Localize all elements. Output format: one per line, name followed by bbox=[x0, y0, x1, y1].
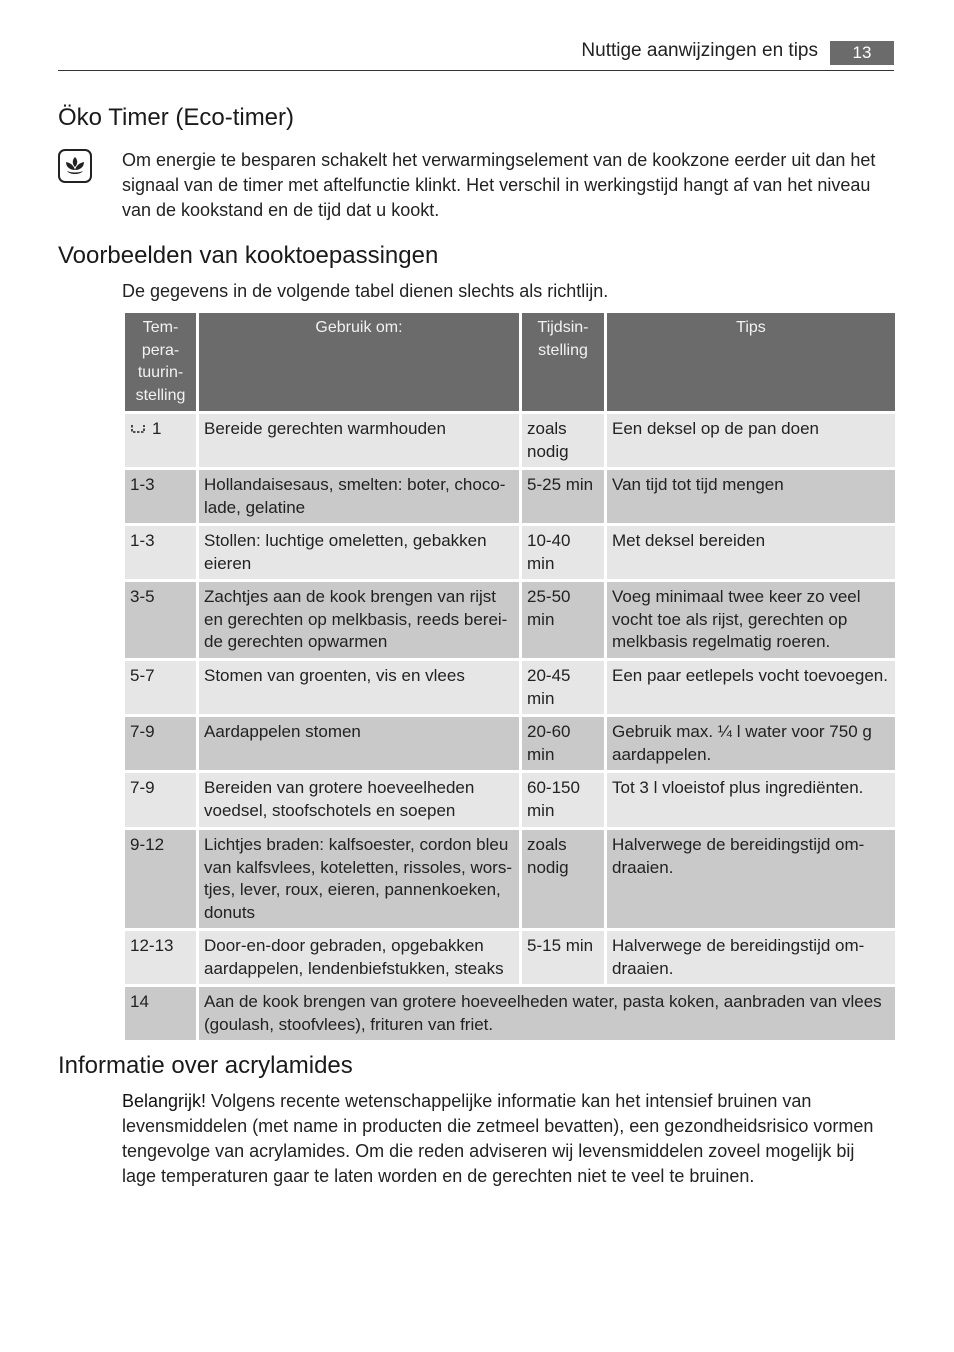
cell-time: 25-50 min bbox=[521, 581, 606, 660]
cell-use: Aan de kook brengen van grotere hoeveelheden water, pasta koken, aanbraden van vlees (goulash, stoofvlees), frituren van friet. bbox=[198, 986, 897, 1042]
cooking-table bbox=[122, 310, 898, 1043]
cell-setting: 7-9 bbox=[124, 772, 198, 829]
cell-use: Stomen van groenten, vis en vlees bbox=[198, 660, 521, 716]
cell-time: 5-15 min bbox=[521, 930, 606, 986]
header-use: Gebruik om: bbox=[198, 312, 521, 413]
cell-setting: 7-9 bbox=[124, 716, 198, 772]
examples-intro: De gegevens in de volgende tabel dienen slechts als richtlijn. bbox=[122, 281, 609, 301]
cell-use: Lichtjes braden: kalfsoester, cordon bleu van kalfsvlees, koteletten, rissoles, wors-tjes, lever, roux, eieren, pannenkoeken, donuts bbox=[198, 829, 521, 930]
table-row bbox=[124, 469, 897, 525]
cell-time: 10-40 min bbox=[521, 525, 606, 581]
cell-setting bbox=[124, 413, 198, 469]
eco-leaf-icon bbox=[58, 149, 92, 183]
cell-time: 60-150 min bbox=[521, 772, 606, 829]
cell-tips: Een deksel op de pan doen bbox=[606, 413, 897, 469]
cell-use: Zachtjes aan de kook brengen van rijst en gerechten op melkbasis, reeds berei-de gerechten opwarmen bbox=[198, 581, 521, 660]
cell-tips: Voeg minimaal twee keer zo veel vocht toe als rijst, gerechten op melkbasis regelmatig roeren. bbox=[606, 581, 897, 660]
examples-heading: Voorbeelden van kooktoepassingen bbox=[58, 242, 439, 269]
cell-setting: 9-12 bbox=[124, 829, 198, 930]
table-row bbox=[124, 716, 897, 772]
cell-use: Stollen: luchtige omeletten, gebakken eieren bbox=[198, 525, 521, 581]
table-row bbox=[124, 986, 897, 1042]
cell-time: zoals nodig bbox=[521, 413, 606, 469]
header-title: Nuttige aanwijzingen en tips bbox=[581, 40, 818, 61]
cell-tips: Met deksel bereiden bbox=[606, 525, 897, 581]
cell-setting: 12-13 bbox=[124, 930, 198, 986]
table-header-row bbox=[124, 312, 897, 413]
cell-setting: 1-3 bbox=[124, 469, 198, 525]
cell-use: Bereide gerechten warmhouden bbox=[198, 413, 521, 469]
cell-time: 20-45 min bbox=[521, 660, 606, 716]
cell-tips: Gebruik max. ¼ l water voor 750 g aardappelen. bbox=[606, 716, 897, 772]
cell-use: Door-en-door gebraden, opgebakken aardappelen, lendenbiefstukken, steaks bbox=[198, 930, 521, 986]
table-row bbox=[124, 525, 897, 581]
cell-time: 20-60 min bbox=[521, 716, 606, 772]
header-temperature: Tem- pera- tuurin- stelling bbox=[124, 312, 198, 413]
eco-timer-text: Om energie te besparen schakelt het verwarmingselement van de kookzone eerder uit dan het signaal van de timer met aftelfunctie klinkt. Het verschil in werkingstijd hangt af van het niveau van de kookstand en de tijd dat u kookt. bbox=[122, 150, 876, 220]
cell-tips: Halverwege de bereidingstijd om-draaien. bbox=[606, 829, 897, 930]
acrylamide-text-block bbox=[122, 1089, 892, 1189]
table-row bbox=[124, 772, 897, 829]
eco-leaf-icon-graphic bbox=[62, 153, 88, 179]
keep-warm-icon bbox=[130, 421, 146, 438]
table-row bbox=[124, 581, 897, 660]
cell-setting: 1-3 bbox=[124, 525, 198, 581]
acrylamide-text: Volgens recente wetenschappelijke informatie kan het intensief bruinen van levensmiddelen (met name in producten die zetmeel bevatten), een gezondheidsrisico vormen tengevolge van acrylamides. Om die reden adviseren wij levensmiddelen zoveel mogelijk bij lage temperaturen gaar te laten worden en de gerechten niet te veel te bruinen. bbox=[122, 1091, 874, 1186]
table-row bbox=[124, 413, 897, 469]
cell-setting: 3-5 bbox=[124, 581, 198, 660]
cell-time: 5-25 min bbox=[521, 469, 606, 525]
eco-timer-heading: Öko Timer (Eco-timer) bbox=[58, 104, 295, 131]
cell-time: zoals nodig bbox=[521, 829, 606, 930]
cell-use: Aardappelen stomen bbox=[198, 716, 521, 772]
table-row bbox=[124, 660, 897, 716]
table-row bbox=[124, 829, 897, 930]
cell-use: Bereiden van grotere hoeveelheden voedsel, stoofschotels en soepen bbox=[198, 772, 521, 829]
cell-tips: Een paar eetlepels vocht toevoegen. bbox=[606, 660, 897, 716]
acrylamide-lead: Belangrijk! bbox=[122, 1091, 207, 1111]
header-tips: Tips bbox=[606, 312, 897, 413]
cell-tips: Tot 3 l vloeistof plus ingrediënten. bbox=[606, 772, 897, 829]
page-number: 13 bbox=[830, 41, 894, 65]
cell-tips: Van tijd tot tijd mengen bbox=[606, 469, 897, 525]
setting-value: 1 bbox=[152, 419, 162, 438]
cell-tips: Halverwege de bereidingstijd om-draaien. bbox=[606, 930, 897, 986]
cell-setting: 5-7 bbox=[124, 660, 198, 716]
page-header bbox=[58, 38, 894, 71]
cell-use: Hollandaisesaus, smelten: boter, choco-lade, gelatine bbox=[198, 469, 521, 525]
header-time: Tijdsin- stelling bbox=[521, 312, 606, 413]
cell-setting: 14 bbox=[124, 986, 198, 1042]
table-row bbox=[124, 930, 897, 986]
acrylamide-heading: Informatie over acrylamides bbox=[58, 1052, 353, 1079]
